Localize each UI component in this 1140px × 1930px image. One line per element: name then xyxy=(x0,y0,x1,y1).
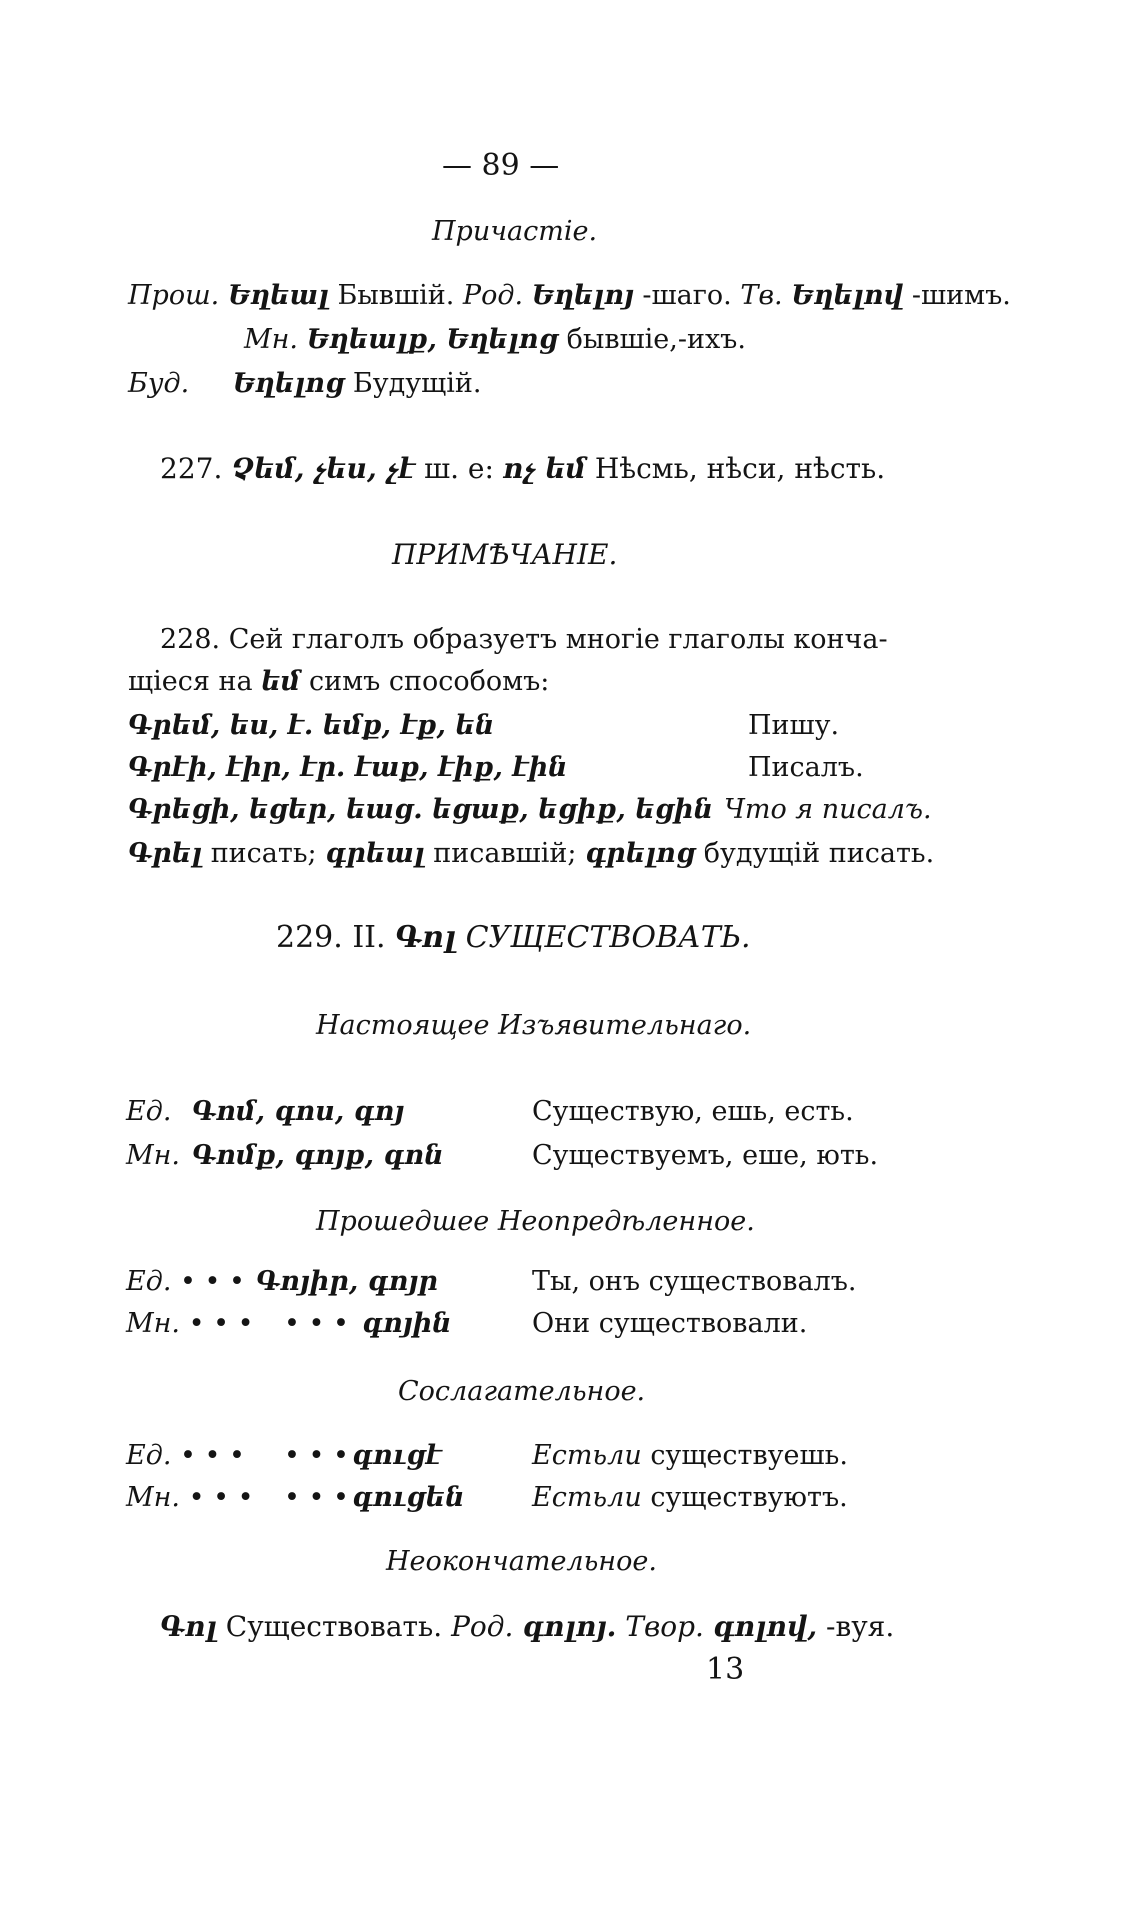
russian-translation: Существуемъ, еше, ють. xyxy=(532,1140,879,1171)
section-229-heading xyxy=(276,920,751,955)
section-228-line1: 228. Сей глаголъ образуетъ многіе глаголы конча- xyxy=(160,624,888,655)
row-label: Ед. xyxy=(126,1096,172,1127)
label-instrumental: Твор. xyxy=(625,1610,704,1643)
verb-form: существуютъ. xyxy=(650,1482,848,1513)
armenian-form: Գոյիր, գոյր xyxy=(256,1266,438,1297)
armenian-text: ոչ եմ xyxy=(502,452,586,485)
russian-text: Существовать. xyxy=(225,1610,443,1643)
label-genitive: Род. xyxy=(451,1610,514,1643)
armenian-text: Չեմ, չես, չէ xyxy=(231,452,416,485)
abbreviation: ш. е: xyxy=(424,452,494,485)
conjugation-russian: Что я писалъ. xyxy=(724,794,932,825)
row-label: Мн. • • • xyxy=(126,1482,254,1513)
russian-translation: Ты, онъ существовалъ. xyxy=(532,1266,857,1297)
conjugation-russian: Пишу. xyxy=(748,710,840,741)
armenian-text: գրեալ xyxy=(325,838,425,869)
armenian-text: գոլով, xyxy=(712,1610,818,1643)
armenian-form: գուցէ xyxy=(352,1440,442,1471)
russian-translation xyxy=(532,1440,848,1471)
conjugation-russian: Писалъ. xyxy=(748,752,864,783)
russian-translation: Существую, ешь, есть. xyxy=(532,1096,854,1127)
label-future: Буд. xyxy=(128,368,190,399)
russian-text: Будущій. xyxy=(352,368,482,399)
armenian-text: եմ xyxy=(261,666,301,697)
section-228-line2 xyxy=(128,666,549,697)
russian-translation xyxy=(532,1482,848,1513)
row-dots: • • • xyxy=(284,1440,349,1471)
armenian-text: Գոլ xyxy=(160,1610,217,1643)
label-instrumental: Тв. xyxy=(740,280,783,311)
russian-text: будущій писать. xyxy=(703,838,935,869)
armenian-text: գոլոյ. xyxy=(522,1610,617,1643)
participle-plural-line xyxy=(244,324,746,355)
armenian-text: գրելոց xyxy=(585,838,696,869)
armenian-text: Եղելոյ xyxy=(531,280,634,311)
row-dots: • • • xyxy=(284,1482,349,1513)
russian-text: симъ способомъ: xyxy=(308,666,550,697)
russian-text: Бывшій. xyxy=(337,280,455,311)
row-dots: • • • xyxy=(284,1308,349,1339)
row-label: Мн. • • • xyxy=(126,1308,254,1339)
label-genitive: Род. xyxy=(462,280,524,311)
armenian-form: գուցեն xyxy=(352,1482,465,1513)
past-heading: Прошедшее Неопредѣленное. xyxy=(316,1206,755,1237)
participle-heading: Причастіе. xyxy=(432,216,598,247)
section-title: СУЩЕСТВОВАТЬ. xyxy=(465,920,751,955)
conjunction: Естьли xyxy=(532,1482,642,1513)
section-227 xyxy=(160,452,885,485)
row-label: Ед. • • • xyxy=(126,1266,245,1297)
russian-text: бывшіе,-ихъ. xyxy=(566,324,746,355)
section-number: 229. II. xyxy=(276,920,386,955)
russian-text: Нѣсмь, нѣси, нѣсть. xyxy=(594,452,886,485)
armenian-text: Եղելոց xyxy=(232,368,345,399)
russian-text: -шаго. xyxy=(642,280,732,311)
armenian-form: Գոմք, գոյք, գոն xyxy=(192,1140,444,1171)
page-number: — 89 — xyxy=(442,148,560,183)
subjunctive-heading: Сослагательное. xyxy=(398,1376,646,1407)
signature-mark: 13 xyxy=(706,1652,745,1687)
russian-text: -шимъ. xyxy=(911,280,1011,311)
infinitive-heading: Неокончательное. xyxy=(386,1546,657,1577)
participle-future-line xyxy=(128,368,481,399)
conjugation-armenian: Գրեցի, եցեր, եաց. եցաք, եցիք, եցին xyxy=(128,794,713,825)
note-heading: ПРИМѢЧАНІЕ. xyxy=(392,538,618,571)
conjugation-armenian: Գրեմ, ես, է. եմք, էք, են xyxy=(128,710,495,741)
armenian-text: Եղեալ xyxy=(227,280,329,311)
section-228-last-line xyxy=(128,838,934,869)
russian-text: писавшій; xyxy=(433,838,577,869)
armenian-form: Գոմ, գոս, գոյ xyxy=(192,1096,405,1127)
russian-text: щіеся на xyxy=(128,666,253,697)
label-past: Прош. xyxy=(128,280,220,311)
russian-text: -вуя. xyxy=(825,1610,895,1643)
participle-past-line xyxy=(128,280,1011,311)
row-label: Ед. • • • xyxy=(126,1440,245,1471)
armenian-text: Եղեալք, Եղելոց xyxy=(306,324,558,355)
label-plural: Мн. xyxy=(244,324,299,355)
verb-form: существуешь. xyxy=(650,1440,848,1471)
russian-translation: Они существовали. xyxy=(532,1308,808,1339)
armenian-form: գոյին xyxy=(362,1308,452,1339)
conjunction: Естьли xyxy=(532,1440,642,1471)
infinitive-line xyxy=(160,1610,894,1643)
armenian-text: Գրել xyxy=(128,838,203,869)
section-number: 227. xyxy=(160,452,223,485)
russian-text: писать; xyxy=(210,838,317,869)
present-heading: Настоящее Изъявительнаго. xyxy=(316,1010,752,1041)
armenian-text: Գոլ xyxy=(395,920,457,955)
armenian-text: Եղելով xyxy=(791,280,904,311)
conjugation-armenian: Գրէի, էիր, էր. էաք, էիք, էին xyxy=(128,752,568,783)
row-label: Мн. xyxy=(126,1140,181,1171)
